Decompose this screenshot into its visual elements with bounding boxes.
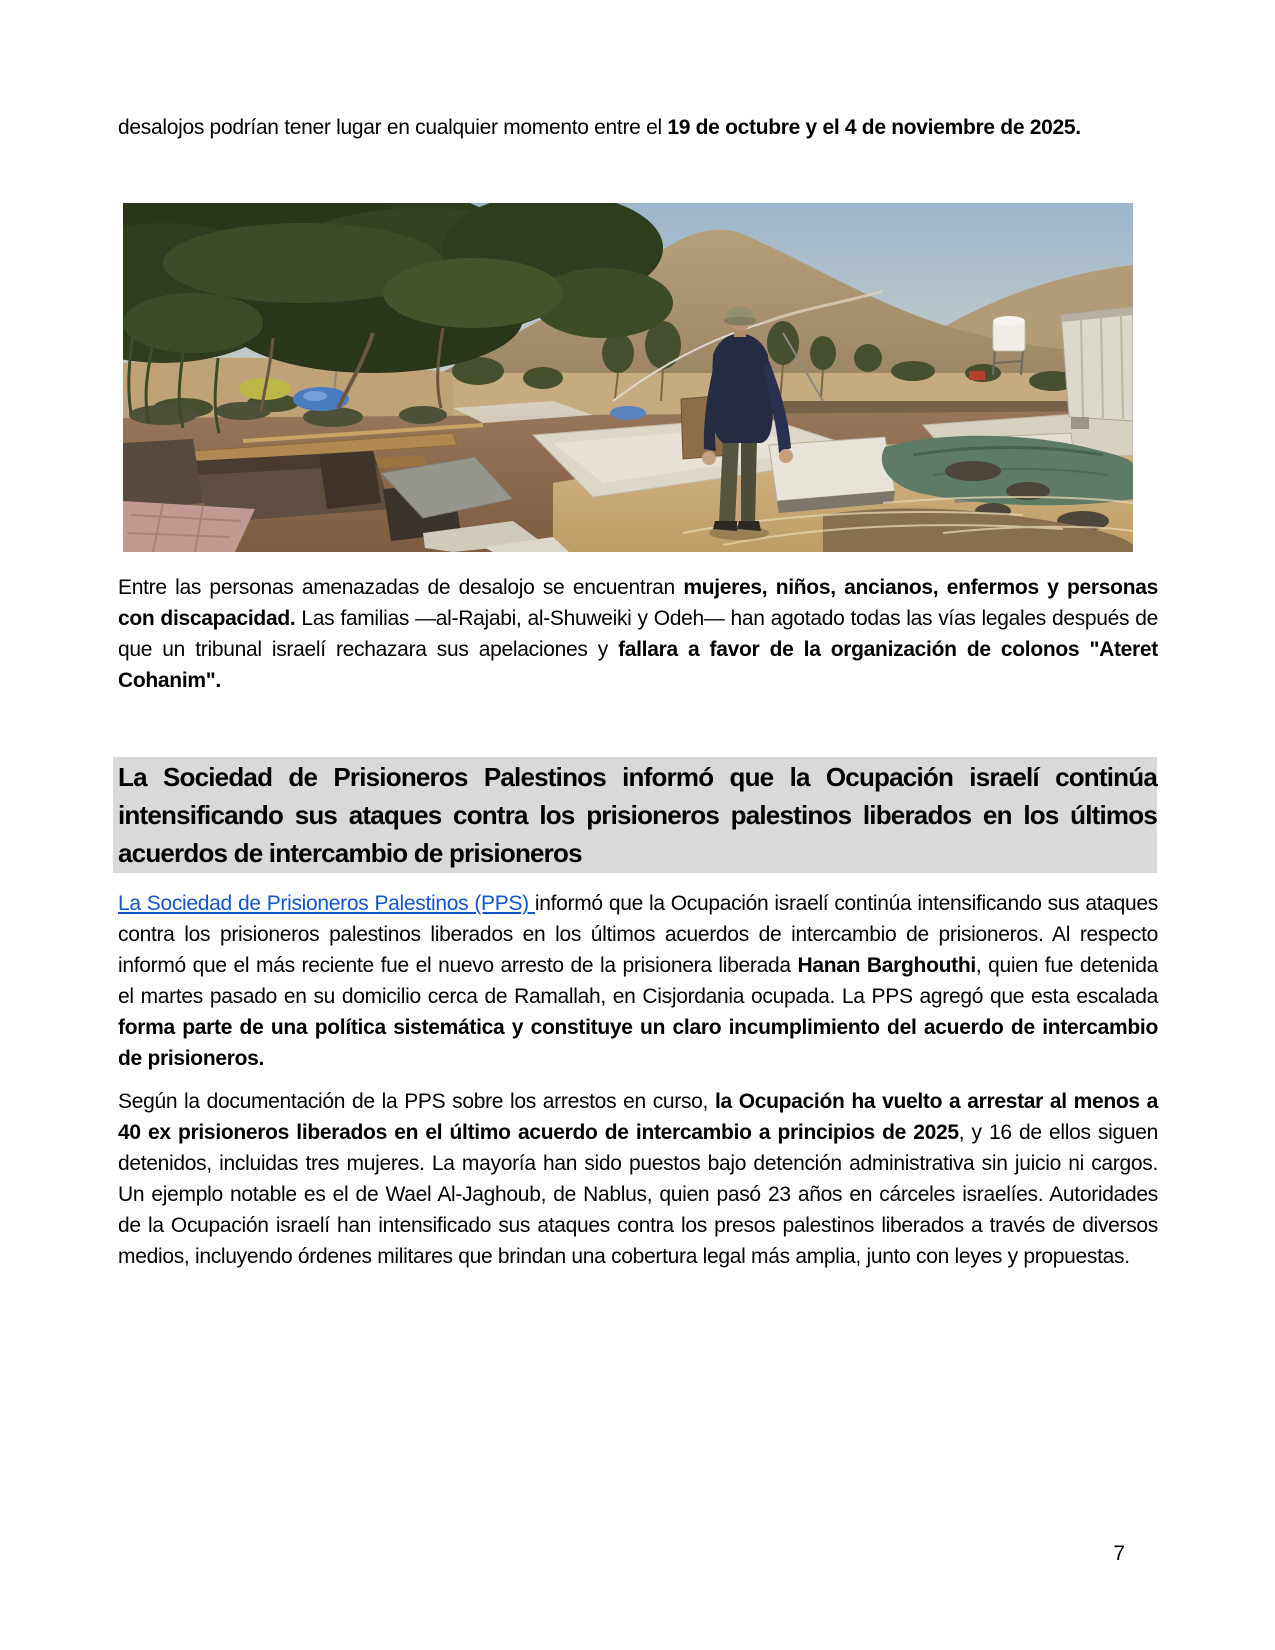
text-run: Según la documentación de la PPS sobre los arrestos en curso, — [118, 1090, 715, 1113]
pink-tiles — [123, 501, 255, 552]
paragraph-pps-report — [118, 888, 1158, 1074]
text-run-bold-dates: 19 de octubre y el 4 de noviembre de 2025. — [667, 116, 1081, 139]
blue-item — [610, 406, 646, 420]
text-run-bold-arrests: la Ocupación ha vuelto a arrestar al menos a 40 ex prisioneros liberados en el último acuerdo de intercambio a principios de 2025 — [118, 1090, 1159, 1144]
text-run: informó que la Ocupación israelí continúa intensificando sus ataques contra los prisioneros palestinos liberados en los últimos acuerdos de intercambio de prisioneros. Al respecto informó que el más reciente fue el nuevo arresto de la prisionera liberada — [118, 892, 1159, 977]
text-run: desalojos podrían tener lugar en cualquier momento entre el — [118, 116, 668, 139]
text-run: , y 16 de ellos siguen detenidos, incluidas tres mujeres. La mayoría han sido puestos bajo detención administrativa sin juicio ni cargos. Un ejemplo notable es el de Wael Al-Jaghoub, de Nablus, quien pasó 23 años en cárceles israelíes. Autoridades de la Ocupación israelí han intensificado sus ataques contra los presos palestinos liberados a través de diversos medios, incluyendo órdenes militares que brindan una cobertura legal más amplia, junto con leyes y propuestas. — [118, 1121, 1158, 1268]
container-structure — [1061, 307, 1133, 429]
section-heading-pps: La Sociedad de Prisioneros Palestinos informó que la Ocupación israelí continúa intensificando sus ataques contra los prisioneros palestinos liberados en los últimos acuerdos de intercambio de prisioneros — [113, 757, 1157, 873]
text-run: Entre las personas amenazadas de desalojo se encuentran — [118, 576, 684, 599]
paragraph-documentation — [118, 1086, 1158, 1272]
paragraph-eviction-dates — [118, 112, 1158, 143]
text-run-bold-vulnerable: mujeres, niños, ancianos, enfermos y personas con discapacidad. — [118, 576, 1158, 630]
pps-link[interactable]: La Sociedad de Prisioneros Palestinos (PPS) — [118, 892, 535, 915]
page-number: 7 — [1113, 1542, 1125, 1565]
text-run: , quien fue detenida el martes pasado en su domicilio cerca de Ramallah, en Cisjordania ocupada. La PPS agregó que esta escalada — [118, 954, 1158, 1008]
text-run: Las familias —al-Rajabi, al-Shuweiki y Odeh— han agotado todas las vías legales después de que un tribunal israelí rechazara sus apelaciones y — [118, 607, 1158, 661]
paragraph-families — [118, 572, 1158, 696]
text-run-bold-name: Hanan Barghouthi — [797, 954, 976, 977]
demolition-photo-illustration — [123, 203, 1133, 552]
text-run-bold-policy: forma parte de una política sistemática y constituye un claro incumplimiento del acuerdo de intercambio de prisioneros. — [118, 1016, 1158, 1070]
demolition-photo — [123, 203, 1133, 552]
text-run-bold-ruling: fallara a favor de la organización de colonos "Ateret Cohanim". — [118, 638, 1158, 692]
